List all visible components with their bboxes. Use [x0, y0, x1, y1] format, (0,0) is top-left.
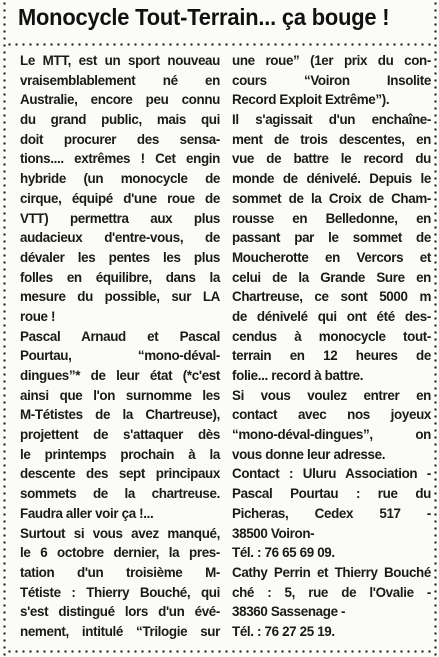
left-column-line: Australie, encore peu connu	[20, 92, 220, 108]
left-column-line: nement, intitulé “Trilogie sur	[20, 623, 220, 639]
right-column-line: “mono-déval-dingues”, on	[232, 427, 431, 443]
right-column-line: Il s'agissait d'un enchaîne-	[232, 112, 431, 128]
article-title: Monocycle Tout-Terrain... ça bouge !	[18, 4, 390, 30]
right-column-line: 38500 Voiron-	[232, 525, 315, 541]
right-column-line: contact avec nos joyeux	[232, 407, 431, 423]
right-column-line: terrain en 12 heures de	[232, 348, 431, 364]
right-column-line: folie... record à battre.	[232, 368, 364, 383]
left-column-line: projettent de s'attaquer dès	[20, 427, 220, 443]
left-column-line: le printemps prochain à la	[20, 446, 220, 462]
title-dotted-rule	[6, 43, 431, 46]
left-column-line: Faudra aller voir ça !...	[20, 505, 154, 521]
right-column-line: celui de la Grande Sure en	[232, 269, 431, 285]
right-column-line: Si vous voulez entrer en	[232, 387, 431, 403]
right-column-line: Tél. : 76 27 25 19.	[232, 623, 335, 639]
right-column-line: monde de dénivelé. Depuis le	[232, 171, 431, 187]
right-column-line: une roue” (1er prix du con-	[232, 53, 431, 68]
left-column-line: cirque, équipé d'une roue de	[20, 190, 220, 206]
left-column-line: folles en équilibre, dans la	[20, 269, 220, 285]
left-column-line: le 6 octobre dernier, la pres-	[20, 545, 220, 561]
left-column-line: VTT) permettra aux plus	[20, 210, 220, 226]
left-column-line: tions.... extrêmes ! Cet engin	[20, 151, 220, 167]
left-column-line: hybride (un monocycle de	[20, 171, 220, 187]
left-column-line: ainsi que l'on surnomme les	[20, 387, 220, 403]
left-column-line: du grand public, mais qui	[20, 112, 220, 128]
right-column-line: passant par le sommet de	[232, 230, 431, 246]
right-column-line: de dénivelé qui ont été des-	[232, 308, 431, 324]
left-column-line: mesure du possible, sur LA	[20, 289, 220, 305]
left-column-line: M-Tétistes de la Chartreuse),	[20, 407, 220, 423]
right-column-line: Record Exploit Extrême”).	[232, 92, 390, 108]
right-column-line: Picheras, Cedex 517 -	[232, 505, 431, 521]
left-column-line: sommets de la chartreuse.	[20, 486, 220, 502]
bottom-dotted-rule	[6, 650, 431, 653]
right-dotted-border	[434, 0, 437, 657]
right-column-line: Cathy Perrin et Thierry Bouché	[232, 564, 431, 580]
right-column-line: Chartreuse, ce sont 5000 m	[232, 289, 431, 305]
right-column-line: rousse en Belledonne, en	[232, 210, 431, 226]
left-column-line: tation d'un troisième M-	[20, 564, 220, 580]
left-column-line: dévaler les pentes les plus	[20, 249, 220, 265]
left-column-line: s'est distingué lors d'un évé-	[20, 604, 220, 620]
right-column-line: Tél. : 76 65 69 09.	[232, 545, 335, 561]
left-column-line: dingues”* de leur état (*c'est	[20, 368, 220, 383]
left-column-line: Pascal Arnaud et Pascal	[20, 328, 220, 344]
right-column	[232, 51, 431, 642]
right-column-line: vous donne leur adresse.	[232, 446, 386, 462]
left-column-line: doit procurer des sensa-	[20, 131, 220, 147]
left-column-line: Tétiste : Thierry Bouché, qui	[20, 584, 220, 600]
left-column	[20, 51, 220, 642]
right-column-line: Pascal Pourtau : rue du	[232, 486, 431, 502]
right-column-line: 38360 Sassenage -	[232, 604, 346, 620]
right-column-line: Contact : Uluru Association -	[232, 466, 431, 482]
right-column-line: cours “Voiron Insolite	[232, 72, 431, 88]
left-column-line: audacieux d'entre-vous, de	[20, 230, 220, 246]
left-column-line: descente des sept principaux	[20, 466, 220, 482]
left-column-line: vraisemblablement né en	[20, 72, 220, 88]
left-column-line: roue !	[20, 308, 56, 324]
left-column-line: Le MTT, est un sport nouveau	[20, 53, 220, 68]
right-column-line: ché : 5, rue de l'Ovalie -	[232, 584, 431, 600]
right-column-line: ment de trois descentes, en	[232, 131, 431, 147]
right-column-line: Moucherotte en Vercors et	[232, 249, 431, 265]
right-column-line: vue de battre le record du	[232, 151, 431, 167]
right-column-line: sommet de la Croix de Cham-	[232, 190, 431, 206]
left-column-line: Pourtau, “mono-déval-	[20, 348, 220, 364]
left-column-line: Surtout si vous avez manqué,	[20, 525, 220, 541]
right-column-line: cendus à monocycle tout-	[232, 328, 431, 344]
left-dotted-border	[3, 0, 6, 657]
